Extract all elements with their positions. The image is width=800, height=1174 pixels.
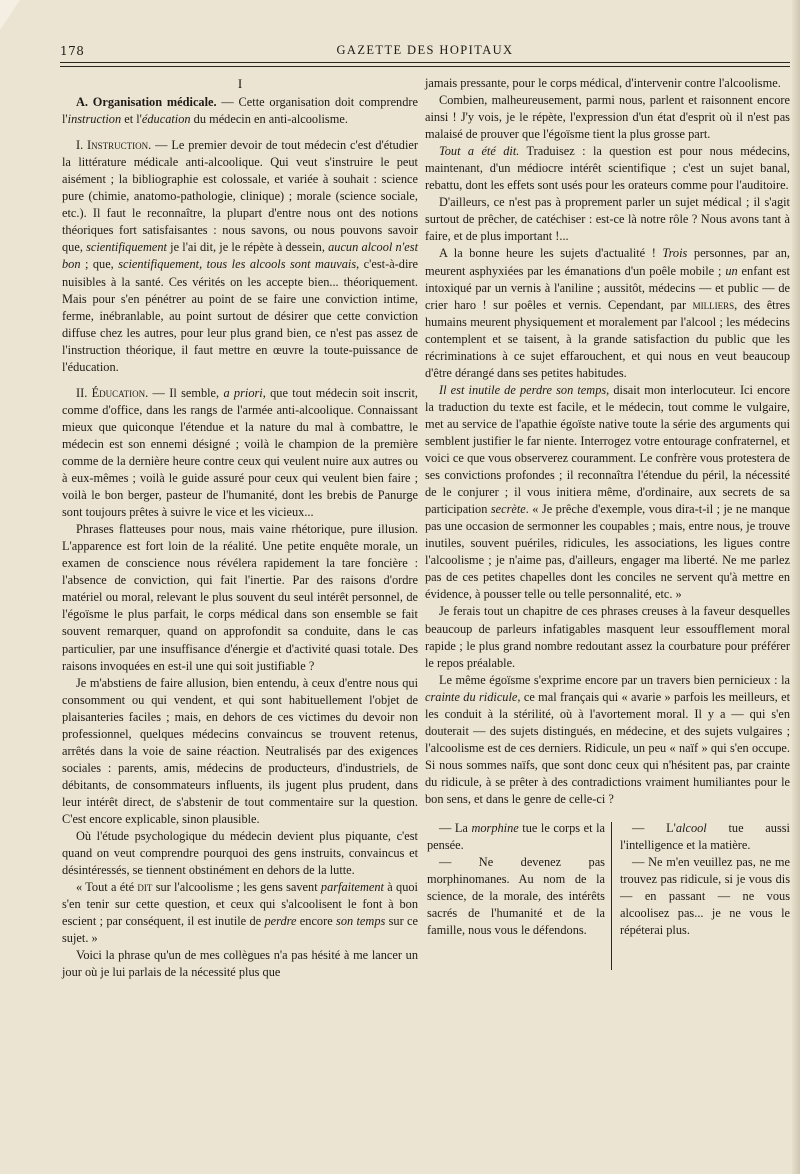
text-span: tue aussi l'intelligence et la matière. [620,821,790,853]
smallcaps-span: milliers [692,297,735,312]
smallcaps-span: dit [137,880,153,895]
text-span: enfant est intoxiqué par un vernis à l'aniline ; aussitôt, médecins — et public — de crier haro ! sur poêles et vernis. Cependant, par [425,263,790,312]
italic-span: morphine [471,821,519,836]
text-span: Traduisez : la question est pour nous médecins, maintenant, d'un médiocre intérêt scientifique ; c'est un sujet banal, rebattu, dont les effets sont usés pour les orateurs comme pour l'auditoire. [425,144,790,193]
italic-span: un [725,263,738,278]
italic-span: Trois [662,246,688,261]
text-span: « Tout a été [76,880,138,895]
text-span: encore [296,914,337,929]
paragraph-chapitre: Je ferais tout un chapitre de ces phrases creuses à la faveur desquelles beaucoup de parleurs infatigables masquent leur essoufflement moral rapide ; le plus grand nombre redoutant assez la courbature pour préférer le repos préalable. [425,604,790,670]
paragraph-phrases-flatteuses: Phrases flatteuses pour nous, mais vaine rhétorique, pure illusion. L'apparence est fort loin de la réalité. Une petite enquête morale, un examen de conscience nous révélera rapidement la tare foncière : l'absence de conviction, qui fait l'inertie. Par des raisons d'ordre matériel ou moral, relevant le plus souvent du seul intérêt personnel, de l'égoïsme le plus parfait, le corps médical dans son ensemble se fait souvent remarquer, quand on approfondit sa conduite, dans le cas particulier, par une insuffisance d'énergie et d'activité quasi totale. Des raisons invoquées en est-il une qui soit justifiable ? [62,522,418,673]
text-span: A la bonne heure les sujets d'actualité ! [439,246,663,261]
text-span: tue le corps et la pensée. [427,821,605,853]
contradiction-left [427,820,605,939]
paragraph-meme-egoisme [425,672,790,808]
italic-span: a priori [223,385,263,400]
text-span: — Cette organisation doit comprendre l' [62,95,418,127]
text-span: — La [439,821,472,836]
text-span: Le même égoïsme s'exprime encore par un travers bien pernicieux : la [439,672,790,687]
italic-span: scientifiquement [86,240,167,255]
text-span: , des êtres humains meurent physiquement et moralement par l'alcool ; les médecins contemplent et se taisent, à la grande satisfaction du public que les récriminations à ce sujet effarouchent, et qui nous en veut beaucoup d'être dérangé dans ses petites habitudes. [425,297,790,380]
text-span: — L' [632,821,676,836]
paragraph-quote-tout-a-ete-dit [62,879,418,947]
italic-span: perdre [264,914,297,929]
paragraph-inutile [425,382,790,604]
text-span: à quoi s'en tenir sur cette question, et ceux qui s'alcoolisent le font à bon escient ; par conséquent, il est inutile de [62,880,418,929]
paragraph-abstiens: Je m'abstiens de faire allusion, bien entendu, à ceux d'entre nous qui consomment ou qui vendent, et qui sont habituellement l'objet de plaisanteries faciles ; mais, en dehors de ces victimes du devoir non professionnel, quelques médecins convaincus se trouvent retenus, arrêtés dans la voie de saine réaction. Neutralisés par des exigences sociales : parents, amis, médecins de producteurs, d'industriels, de débitants, de consommateurs influents, ils jugent plus prudent, dans leur intérêt direct, de s'abstenir de tout commentaire sur la question. C'est encore explicable, sinon plausible. [62,675,418,826]
morphine-statement [427,820,605,854]
italic-span: instruction [67,112,122,127]
text-span: et l' [121,112,142,127]
text-span: , ce mal français qui « avarie » parfois les meilleurs, et les conduit à la stérilité, où à l'avortement moral. Il y a — qui s'en douterait — des sujets distingués, en médecine, et des sujets vulgaires ; l'alcoolisme est de ces derniers. Ridicule, un peu « naïf » qui s'en occupe. Si nous sommes naïfs, que sont donc ceux qui n'hésitent pas, par crainte du ridicule, à se prêter à des contradictions vraiment humiliantes pour le bon sens, et dans le genre de celle-ci ? [425,689,791,806]
alcool-statement [620,820,790,854]
italic-span: scientifiquement, tous les alcools sont mauvais [118,257,357,272]
italic-span: alcool [675,821,707,836]
left-column [62,75,418,981]
section-number: I [237,76,243,91]
paragraph-organisation [62,94,418,128]
italic-span: son temps [336,914,386,929]
right-column [425,75,791,938]
page-corner-fold [0,0,20,30]
header-rule-top [60,62,790,63]
header-rule-bottom [60,66,790,67]
page-number: 178 [60,44,85,58]
italic-span: secrète [490,502,526,517]
page-binding-edge [792,0,800,1174]
paragraph-instruction [62,137,418,376]
text-span: sur ce sujet. » [62,914,418,946]
contradiction-divider [611,822,612,970]
text-span: — Il semble, [148,385,224,400]
text-span: personnes, par an, meurent asphyxiées par les émanations d'un poêle mobile ; [425,246,790,278]
alcool-advice: — Ne m'en veuillez pas, ne me trouvez pas ridicule, si je vous dis — en passant — ne vous alcoolisez pas... je ne vous le répéterai plus. [620,855,790,938]
paragraph-actualite [425,245,790,381]
paragraph-voici-la-phrase: Voici la phrase qu'un de mes collègues n'a pas hésité à me lancer un jour où je lui parlais de la nécessité plus que [62,948,418,980]
paragraph-dailleurs: D'ailleurs, ce n'est pas à proprement parler un sujet médical ; il s'agit surtout de prêcher, de catéchiser : est-ce là notre rôle ? Nous avons tant à faire, et de plus important !... [425,195,790,244]
text-span: je l'ai dit, je le répète à dessein, [167,240,329,255]
subheading-organisation: A. Organisation médicale. [76,95,217,110]
contradiction-right [620,820,790,939]
italic-span: crainte du ridicule [425,689,518,704]
text-span: du médecin en anti-alcoolisme. [190,112,348,127]
text-span: , c'est-à-dire nuisibles à la santé. Ces vérités on les accepte bien... théoriquement. Mais pour s'en pénétrer au point de se faire une conviction intime, ferme, inébranlable, au point surtout de désirer que cette conviction diffuse chez les autres, pour leur plus grand bien, ce n'est pas assez de l'instruction théorique, il faut mettre en œuvre la toute-puissance de l'éducation. [62,257,418,374]
text-span: ; que, [80,257,119,272]
paragraph-traduisez [425,143,790,194]
paragraph-combien: Combien, malheureusement, parmi nous, parlent et raisonnent encore ainsi ! J'y vois, je le répète, l'expression d'un état d'esprit où il n'est pas malaisé de prouver que l'égoïsme tient la plus grosse part. [425,93,790,142]
morphine-advice: — Ne devenez pas morphinomanes. Au nom de la science, de la morale, des intérêts sacrés de l'humanité et de la famille, nous vous le défendons. [427,855,605,938]
running-title: GAZETTE DES HOPITAUX [336,43,514,57]
subheading-instruction: I. Instruction. [76,138,152,153]
italic-span: Il est inutile de perdre son temps [439,382,607,397]
paragraph-etude-psychologique: Où l'étude psychologique du médecin devient plus piquante, c'est quand on veut comprendre pourquoi des gens instruits, convaincus et désintéressés, se tiennent obstinément en dehors de la lutte. [62,829,418,878]
text-span: — Le premier devoir de tout médecin c'est d'étudier la littérature médicale anti-alcoolique. Qui veut s'instruire le peut aisément ; la bibliographie est colossale, et variée à souhait : science pure (chimie, anatomo-pathologie, clinique) ; morale (science sociale, etc.). Il faut le reconnaître, la plupart d'entre nous ont des notions théoriques fort satisfaisantes : nous savons, ou nous pouvons savoir que, [62,138,418,255]
text-span: , disait mon interlocuteur. Ici encore la traduction du texte est facile, et le médecin, tout comme le vulgaire, met au service de l'apathie égoïste native toute la série des arguments qui semblent justifier le far niente. Interrogez votre entourage confraternel, et voici ce que vous observerez couramment. Le confrère vous protestera de ses convictions profondes ; il reconnaîtra l'étendue du péril, la nécessité de le conjurer ; il vous initiera même, d'ordinaire, aux secrets de sa participation [425,382,790,517]
paragraph-education [62,385,418,521]
italic-span: Tout a été dit. [439,144,520,159]
italic-span: éducation [141,112,191,127]
italic-span: parfaitement [320,880,384,895]
paragraph-continuation: jamais pressante, pour le corps médical, d'intervenir contre l'alcoolisme. [425,76,781,90]
text-span: . « Je prêche d'exemple, vous dira-t-il ; je ne manque pas une occasion de sermonner les coupables ; mais, entre nous, je trouve inutiles, souvent puériles, ridicules, les associations, les ligues contre l'alcoolisme ; je n'aime pas, d'ailleurs, engager ma liberté. Ne me parlez pas de ces petites chapelles dont les conciles ne servent qu'à mettre en évidence, à pousser telle ou telle personnalité, etc. » [425,502,790,602]
text-span: sur l'alcoolisme ; les gens savent [152,880,321,895]
text-span: , que tout médecin soit inscrit, comme d'office, dans les rangs de l'armée anti-alcoolique. Connaissant mieux que quiconque l'étendue et la nature du mal à combattre, le médecin est son ennemi désigné ; voilà le champion de la première comme de la dernière heure contre ceux qui veulent nuire aux autres ou à eux-mêmes ; voilà le guide assuré pour ceux qui veulent bien faire ; voilà le bon berger, pasteur de l'humanité, dont les brebis de Panurge sont toujours prêtes à suivre le vice et les vicieux... [62,385,418,520]
subheading-education: II. Éducation. [76,385,149,400]
italic-span: aucun alcool n'est bon [62,240,418,272]
